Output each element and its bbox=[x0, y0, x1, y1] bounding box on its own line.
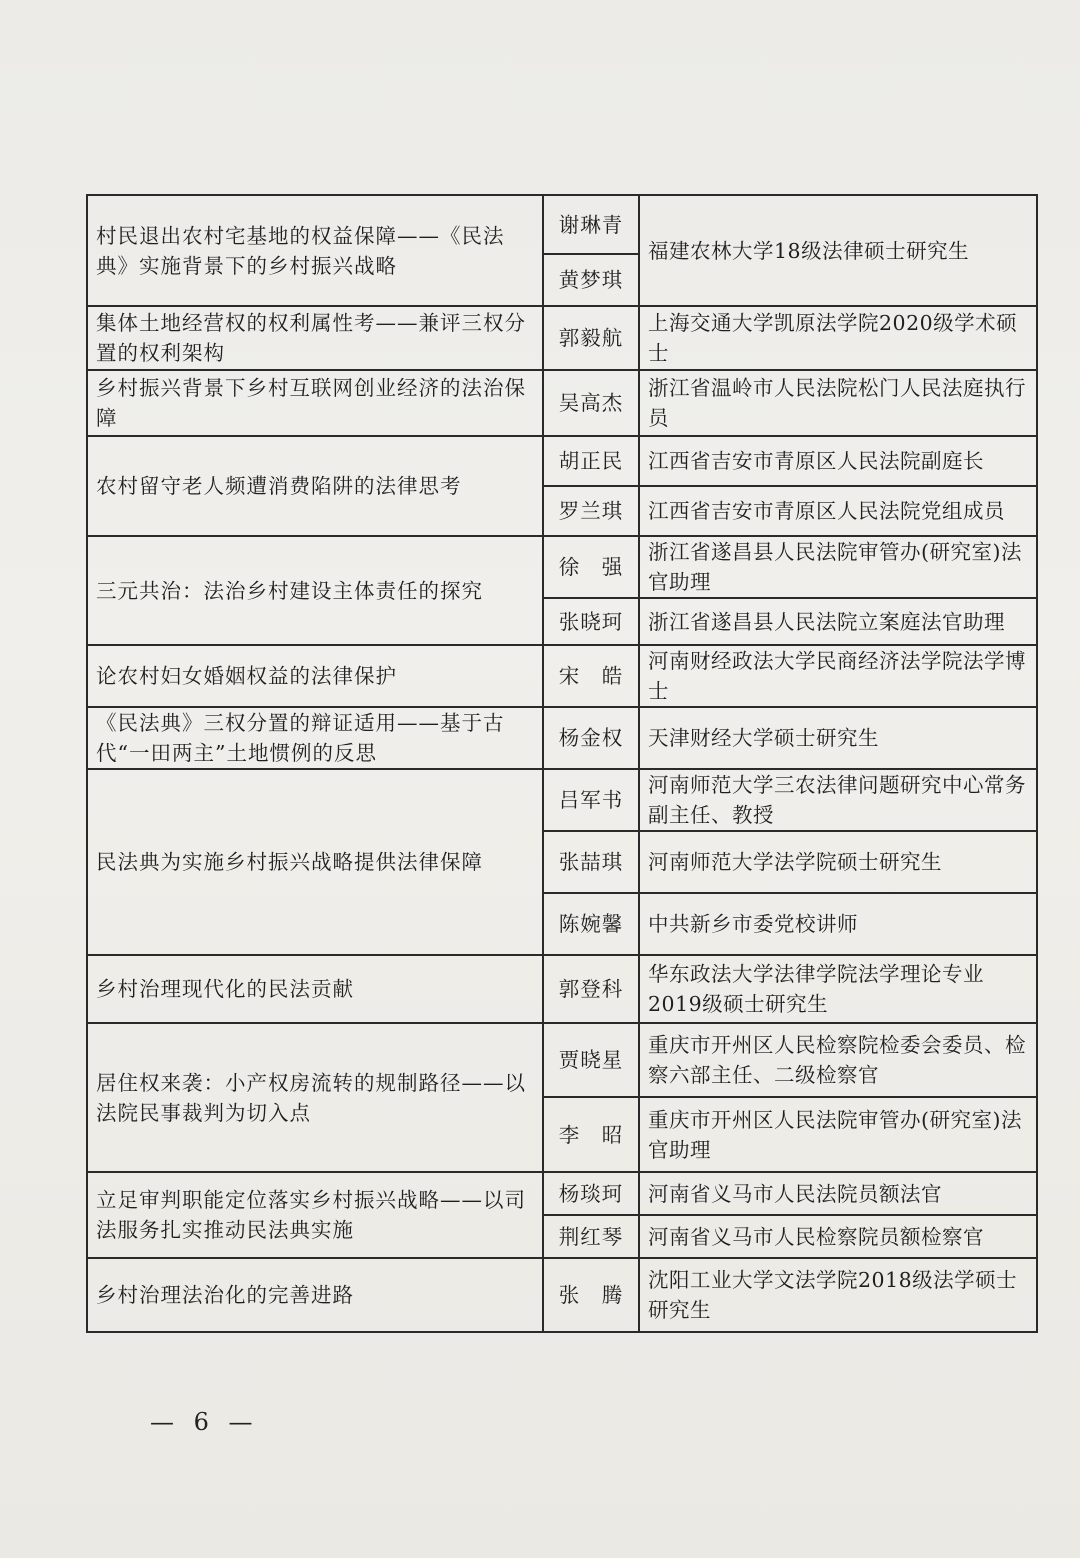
paper-title-cell: 集体土地经营权的权利属性考——兼评三权分置的权利架构 bbox=[87, 306, 543, 370]
table-row bbox=[87, 436, 1037, 486]
author-name-cell: 胡正民 bbox=[543, 436, 639, 486]
author-affiliation-cell: 浙江省遂昌县人民法院审管办(研究室)法官助理 bbox=[639, 536, 1037, 598]
paper-title-cell: 《民法典》三权分置的辩证适用——基于古代“一田两主”土地惯例的反思 bbox=[87, 707, 543, 769]
author-affiliation-cell: 河南省义马市人民法院员额法官 bbox=[639, 1172, 1037, 1215]
author-name-cell: 荆红琴 bbox=[543, 1215, 639, 1258]
author-affiliation-cell: 江西省吉安市青原区人民法院副庭长 bbox=[639, 436, 1037, 486]
author-affiliation-cell: 浙江省遂昌县人民法院立案庭法官助理 bbox=[639, 598, 1037, 645]
paper-title-cell: 乡村治理现代化的民法贡献 bbox=[87, 955, 543, 1023]
table-row bbox=[87, 769, 1037, 831]
author-affiliation-cell: 上海交通大学凯原法学院2020级学术硕士 bbox=[639, 306, 1037, 370]
author-name-cell: 杨金权 bbox=[543, 707, 639, 769]
author-name-cell: 贾晓星 bbox=[543, 1023, 639, 1097]
author-name-cell: 谢琳青 bbox=[543, 195, 639, 254]
author-name-cell: 李 昭 bbox=[543, 1097, 639, 1172]
author-name-cell: 吴高杰 bbox=[543, 370, 639, 436]
paper-title-cell: 农村留守老人频遭消费陷阱的法律思考 bbox=[87, 436, 543, 536]
author-affiliation-cell: 浙江省温岭市人民法院松门人民法庭执行员 bbox=[639, 370, 1037, 436]
author-affiliation-cell: 河南师范大学法学院硕士研究生 bbox=[639, 831, 1037, 893]
table-row bbox=[87, 707, 1037, 769]
author-affiliation-cell: 华东政法大学法律学院法学理论专业2019级硕士研究生 bbox=[639, 955, 1037, 1023]
author-name-cell: 宋 皓 bbox=[543, 645, 639, 707]
table-row bbox=[87, 1258, 1037, 1332]
paper-title-cell: 立足审判职能定位落实乡村振兴战略——以司法服务扎实推动民法典实施 bbox=[87, 1172, 543, 1258]
page-number: — 6 — bbox=[150, 1408, 259, 1436]
author-name-cell: 张晓珂 bbox=[543, 598, 639, 645]
author-name-cell: 陈婉馨 bbox=[543, 893, 639, 955]
paper-title-cell: 村民退出农村宅基地的权益保障——《民法典》实施背景下的乡村振兴战略 bbox=[87, 195, 543, 306]
author-name-cell: 郭毅航 bbox=[543, 306, 639, 370]
author-name-cell: 杨琰珂 bbox=[543, 1172, 639, 1215]
author-name-cell: 张喆琪 bbox=[543, 831, 639, 893]
author-affiliation-cell: 沈阳工业大学文法学院2018级法学硕士研究生 bbox=[639, 1258, 1037, 1332]
author-affiliation-cell: 重庆市开州区人民检察院检委会委员、检察六部主任、二级检察官 bbox=[639, 1023, 1037, 1097]
paper-title-cell: 三元共治：法治乡村建设主体责任的探究 bbox=[87, 536, 543, 645]
paper-title-cell: 居住权来袭：小产权房流转的规制路径——以法院民事裁判为切入点 bbox=[87, 1023, 543, 1172]
author-affiliation-cell: 福建农林大学18级法律硕士研究生 bbox=[639, 195, 1037, 306]
table-row bbox=[87, 1172, 1037, 1215]
author-name-cell: 罗兰琪 bbox=[543, 486, 639, 536]
table-row bbox=[87, 195, 1037, 254]
award-list-body bbox=[87, 195, 1037, 1332]
paper-title-cell: 乡村治理法治化的完善进路 bbox=[87, 1258, 543, 1332]
author-name-cell: 黄梦琪 bbox=[543, 254, 639, 306]
author-affiliation-cell: 河南师范大学三农法律问题研究中心常务副主任、教授 bbox=[639, 769, 1037, 831]
author-name-cell: 郭登科 bbox=[543, 955, 639, 1023]
table-row bbox=[87, 645, 1037, 707]
author-affiliation-cell: 天津财经大学硕士研究生 bbox=[639, 707, 1037, 769]
author-affiliation-cell: 河南省义马市人民检察院员额检察官 bbox=[639, 1215, 1037, 1258]
author-affiliation-cell: 中共新乡市委党校讲师 bbox=[639, 893, 1037, 955]
paper-title-cell: 论农村妇女婚姻权益的法律保护 bbox=[87, 645, 543, 707]
table-row bbox=[87, 370, 1037, 436]
author-name-cell: 徐 强 bbox=[543, 536, 639, 598]
author-affiliation-cell: 重庆市开州区人民法院审管办(研究室)法官助理 bbox=[639, 1097, 1037, 1172]
table-row bbox=[87, 536, 1037, 598]
author-name-cell: 张 腾 bbox=[543, 1258, 639, 1332]
table-row bbox=[87, 306, 1037, 370]
table-row bbox=[87, 955, 1037, 1023]
author-affiliation-cell: 河南财经政法大学民商经济法学院法学博士 bbox=[639, 645, 1037, 707]
award-list-table bbox=[86, 194, 1038, 1333]
author-affiliation-cell: 江西省吉安市青原区人民法院党组成员 bbox=[639, 486, 1037, 536]
author-name-cell: 吕军书 bbox=[543, 769, 639, 831]
paper-title-cell: 乡村振兴背景下乡村互联网创业经济的法治保障 bbox=[87, 370, 543, 436]
table-row bbox=[87, 1023, 1037, 1097]
paper-title-cell: 民法典为实施乡村振兴战略提供法律保障 bbox=[87, 769, 543, 955]
